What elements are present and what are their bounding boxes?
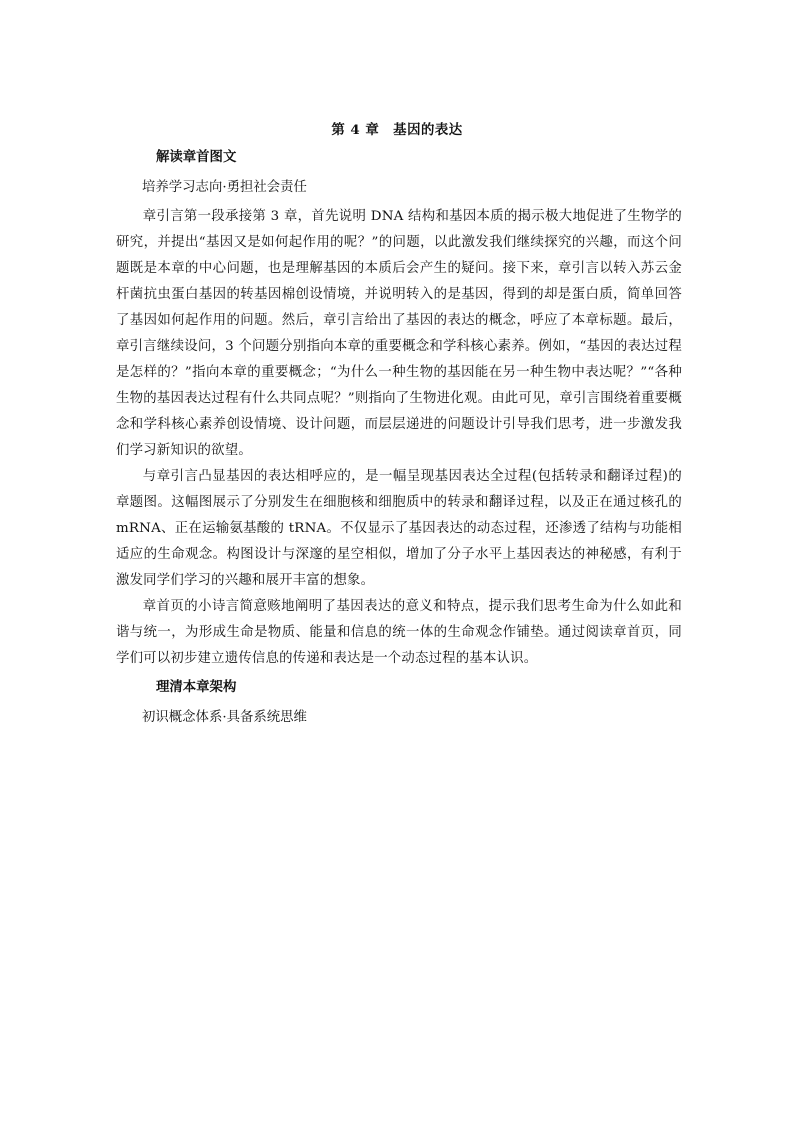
paragraph-chapter-poem: 章首页的小诗言简意赅地阐明了基因表达的意义和特点，提示我们思考生命为什么如此和谐与统一，为形成生命是物质、能量和信息的统一体的生命观念作铺垫。通过阅读章首页，同学们可以初步建立遗传信息的传递和表达是一个动态过程的基本认识。 (116, 599, 682, 666)
paragraph-chapter-figure: 与章引言凸显基因的表达相呼应的，是一幅呈现基因表达全过程(包括转录和翻译过程)的章题图。这幅图展示了分别发生在细胞核和细胞质中的转录和翻译过程，以及正在通过核孔的 mRNA、正在运输氨基酸的 tRNA。不仅显示了基因表达的动态过程，还渗透了结构与功能相适应的生命观念。构图设计与深邃的星空相似，增加了分子水平上基因表达的神秘感，有利于激发同学们学习的兴趣和展开丰富的想象。 (116, 469, 682, 588)
chapter-title: 第 4 章 基因的表达 (331, 122, 463, 138)
paragraph-chapter-intro: 章引言第一段承接第 3 章，首先说明 DNA 结构和基因本质的揭示极大地促进了生物学的研究，并提出“基因又是如何起作用的呢？”的问题，以此激发我们继续探究的兴趣，而这个问题既是本章的中心问题，也是理解基因的本质后会产生的疑问。接下来，章引言以转入苏云金杆菌抗虫蛋白基因的转基因棉创设情境，并说明转入的是基因，得到的却是蛋白质，简单回答了基因如何起作用的问题。然后，章引言给出了基因的表达的概念，呼应了本章标题。最后，章引言继续设问，3 个问题分别指向本章的重要概念和学科核心素养。例如，“基因的表达过程是怎样的？”指向本章的重要概念；“为什么一种生物的基因能在另一种生物中表达呢？”“各种生物的基因表达过程有什么共同点呢？”则指向了生物进化观。由此可见，章引言围绕着重要概念和学科核心素养创设情境、设计问题，而层层递进的问题设计引导我们思考，进一步激发我们学习新知识的欲望。 (116, 209, 682, 458)
subheading-learning-aspiration: 培养学习志向·勇担社会责任 (142, 180, 307, 195)
section-heading-read-chapter: 解读章首图文 (156, 149, 237, 165)
section-heading-chapter-structure: 理清本章架构 (156, 679, 237, 695)
document-content (112, 118, 682, 734)
subheading-concept-system: 初识概念体系·具备系统思维 (142, 710, 307, 725)
